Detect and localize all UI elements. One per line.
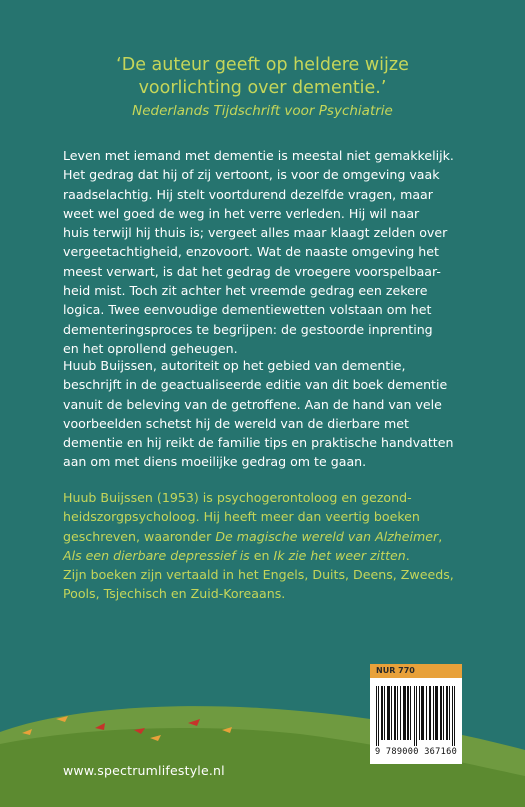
text-line: meest verwart, is dat het gedrag de vroegere voorspelbaar- [63, 263, 441, 279]
text-line: en het oprollend geheugen. [63, 340, 238, 356]
bio-text: geschreven, waaronder [63, 528, 212, 544]
text-line: Het gedrag dat hij of zij vertoont, is voor de omgeving vaak [63, 167, 440, 183]
book-title: De magische wereld van Alzheimer [215, 528, 439, 544]
bio-line: heidszorgpsycholoog. Hij heeft meer dan veertig boeken [63, 509, 420, 525]
book-title: Ik zie het weer zitten [273, 547, 406, 563]
author-bio [63, 488, 473, 604]
bio-line: Huub Buijssen (1953) is psychogerontoloog en gezond- [63, 490, 412, 505]
bio-line [63, 527, 473, 546]
description-paragraph-2 [63, 356, 468, 472]
book-title: Als een dierbare depressief is [63, 547, 250, 563]
text-line: Huub Buijssen, autoriteit op het gebied van dementie, [63, 358, 406, 373]
text-line: voorbeelden schetst hij de wereld van de dierbare met [63, 415, 409, 431]
bio-text: . [405, 547, 410, 563]
bio-text: en [249, 547, 274, 563]
review-quote [0, 54, 525, 121]
bio-text: , [438, 528, 443, 544]
text-line: logica. Twee eenvoudige dementiewetten volstaan om het [63, 302, 432, 318]
quote-line-1: ‘De auteur geeft op heldere wijze [116, 55, 409, 75]
description-paragraph-1 [63, 146, 468, 358]
text-line: huis terwijl hij thuis is; vergeet alles maar klaagt zelden over [63, 225, 448, 241]
text-line: vergeetachtigheid, enzovoort. Wat de naaste omgeving het [63, 244, 439, 260]
quote-line-2: voorlichting over dementie.’ [138, 78, 387, 98]
quote-source: Nederlands Tijdschrift voor Psychiatrie [132, 103, 393, 119]
text-line: dementie en hij reikt de familie tips en praktische handvatten [63, 435, 454, 451]
text-line: raadselachtig. Hij stelt voortdurend dezelfde vragen, maar [63, 186, 433, 202]
text-line: Leven met iemand met dementie is meestal niet gemakkelijk. [63, 148, 454, 163]
website-url[interactable]: www.spectrumlifestyle.nl [63, 763, 225, 778]
isbn-number: 9 789000 367160 [374, 747, 458, 757]
barcode-bars [376, 686, 456, 746]
text-line: aan om met diens moeilijke gedrag om te gaan. [63, 454, 367, 470]
bio-line: Pools, Tsjechisch en Zuid-Koreaans. [63, 586, 286, 602]
text-line: dementeringsproces te begrijpen: de gestoorde inprenting [63, 321, 433, 337]
text-line: beschrijft in de geactualiseerde editie van dit boek dementie [63, 377, 448, 393]
bio-line: Zijn boeken zijn vertaald in het Engels, Duits, Deens, Zweeds, [63, 567, 454, 583]
bio-line [63, 546, 473, 565]
text-line: weet wel goed de weg in het verre verleden. Hij wil naar [63, 205, 420, 221]
barcode [370, 678, 462, 764]
text-line: vanuit de beleving van de getroffene. Aan de hand van vele [63, 396, 442, 412]
text-line: heid mist. Toch zit achter het vreemde gedrag een zekere [63, 283, 428, 299]
nur-label: NUR 770 [370, 664, 462, 678]
